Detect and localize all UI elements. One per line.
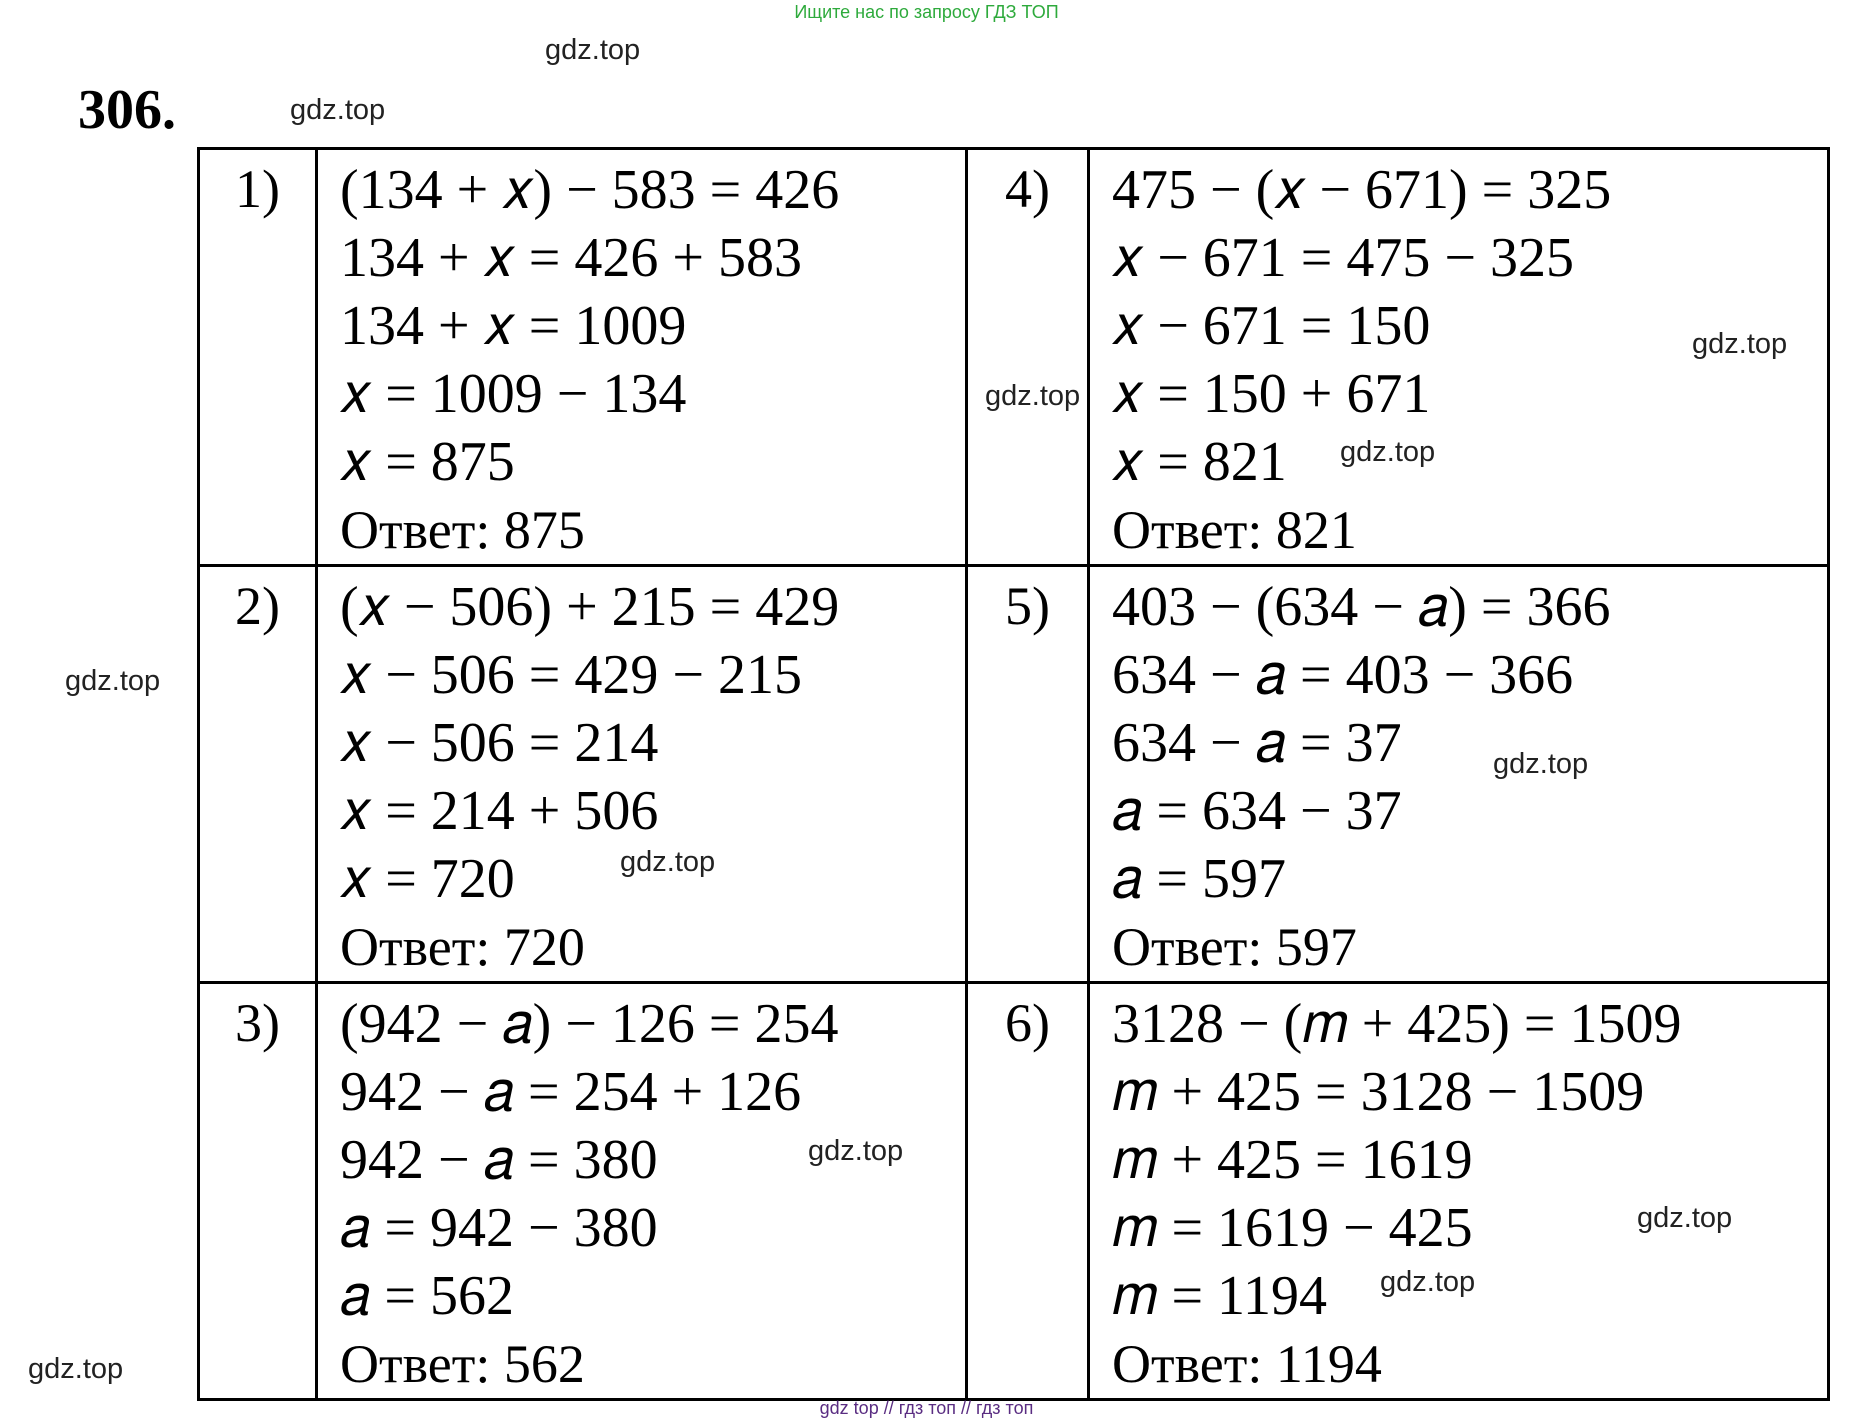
answer-line: Ответ: 821 bbox=[1112, 500, 1357, 560]
equation-line: 634 − 𝑎 = 403 − 366 bbox=[1112, 644, 1574, 706]
solution-cell bbox=[1089, 149, 1829, 566]
watermark: gdz.top bbox=[1340, 436, 1436, 468]
answer-line: Ответ: 1194 bbox=[1112, 1334, 1382, 1394]
watermark: gdz.top bbox=[290, 94, 386, 126]
equation-line: 𝑥 − 506 = 214 bbox=[340, 712, 659, 774]
task-number: 5) bbox=[967, 566, 1089, 983]
equation-line: 𝑎 = 634 − 37 bbox=[1112, 780, 1402, 842]
equation-line: 475 − (𝑥 − 671) = 325 bbox=[1112, 159, 1612, 221]
top-banner: Ищите нас по запросу ГДЗ ТОП bbox=[794, 2, 1059, 22]
task-number: 1) bbox=[199, 149, 317, 566]
equation-line: 134 + 𝑥 = 1009 bbox=[340, 295, 687, 357]
equation-line: (942 − 𝑎) − 126 = 254 bbox=[340, 993, 839, 1055]
watermark: gdz.top bbox=[65, 665, 161, 697]
watermark: gdz.top bbox=[985, 380, 1081, 412]
equation-line: 𝑥 = 821 bbox=[1112, 431, 1287, 493]
watermark: gdz.top bbox=[1493, 748, 1589, 780]
solution-cell bbox=[317, 149, 967, 566]
equation-line: 𝑥 − 671 = 475 − 325 bbox=[1112, 227, 1574, 289]
equation-line: (𝑥 − 506) + 215 = 429 bbox=[340, 576, 840, 638]
watermark: gdz.top bbox=[620, 846, 716, 878]
table-row bbox=[199, 566, 1829, 983]
equation-line: 𝑥 = 214 + 506 bbox=[340, 780, 659, 842]
answer-line: Ответ: 875 bbox=[340, 500, 585, 560]
equation-line: 𝑥 = 875 bbox=[340, 431, 515, 493]
equation-line: 𝑚 = 1194 bbox=[1112, 1265, 1327, 1327]
equation-line: 𝑚 + 425 = 1619 bbox=[1112, 1129, 1473, 1191]
watermark: gdz.top bbox=[1637, 1202, 1733, 1234]
equation-line: 𝑥 = 720 bbox=[340, 848, 515, 910]
watermark: gdz.top bbox=[1692, 328, 1788, 360]
task-number: 3) bbox=[199, 983, 317, 1400]
watermark: gdz.top bbox=[808, 1135, 904, 1167]
equation-line: 𝑎 = 562 bbox=[340, 1265, 514, 1327]
watermark: gdz.top bbox=[28, 1353, 124, 1385]
watermark: gdz.top bbox=[545, 34, 641, 66]
equation-line: 942 − 𝑎 = 254 + 126 bbox=[340, 1061, 802, 1123]
equation-line: 𝑚 = 1619 − 425 bbox=[1112, 1197, 1473, 1259]
equation-line: (134 + 𝑥) − 583 = 426 bbox=[340, 159, 840, 221]
equation-line: 𝑥 = 150 + 671 bbox=[1112, 363, 1431, 425]
table-row bbox=[199, 149, 1829, 566]
task-number: 2) bbox=[199, 566, 317, 983]
solution-cell bbox=[317, 983, 967, 1400]
solutions-table bbox=[197, 147, 1830, 1401]
equation-line: 𝑥 = 1009 − 134 bbox=[340, 363, 687, 425]
equation-line: 3128 − (𝑚 + 425) = 1509 bbox=[1112, 993, 1682, 1055]
equation-line: 𝑚 + 425 = 3128 − 1509 bbox=[1112, 1061, 1645, 1123]
equation-line: 134 + 𝑥 = 426 + 583 bbox=[340, 227, 802, 289]
task-number: 4) bbox=[967, 149, 1089, 566]
equation-line: 942 − 𝑎 = 380 bbox=[340, 1129, 658, 1191]
table-row bbox=[199, 983, 1829, 1400]
equation-line: 𝑥 − 506 = 429 − 215 bbox=[340, 644, 802, 706]
bottom-footer: gdz top // гдз топ // гдз топ bbox=[819, 1398, 1034, 1418]
problem-number: 306. bbox=[78, 79, 176, 141]
equation-line: 𝑥 − 671 = 150 bbox=[1112, 295, 1431, 357]
solution-cell bbox=[317, 566, 967, 983]
answer-line: Ответ: 562 bbox=[340, 1334, 585, 1394]
task-number: 6) bbox=[967, 983, 1089, 1400]
equation-line: 634 − 𝑎 = 37 bbox=[1112, 712, 1402, 774]
equation-line: 403 − (634 − 𝑎) = 366 bbox=[1112, 576, 1611, 638]
watermark: gdz.top bbox=[1380, 1266, 1476, 1298]
equation-line: 𝑎 = 942 − 380 bbox=[340, 1197, 658, 1259]
answer-line: Ответ: 720 bbox=[340, 917, 585, 977]
answer-line: Ответ: 597 bbox=[1112, 917, 1357, 977]
solution-cell bbox=[1089, 566, 1829, 983]
solution-cell bbox=[1089, 983, 1829, 1400]
equation-line: 𝑎 = 597 bbox=[1112, 848, 1286, 910]
